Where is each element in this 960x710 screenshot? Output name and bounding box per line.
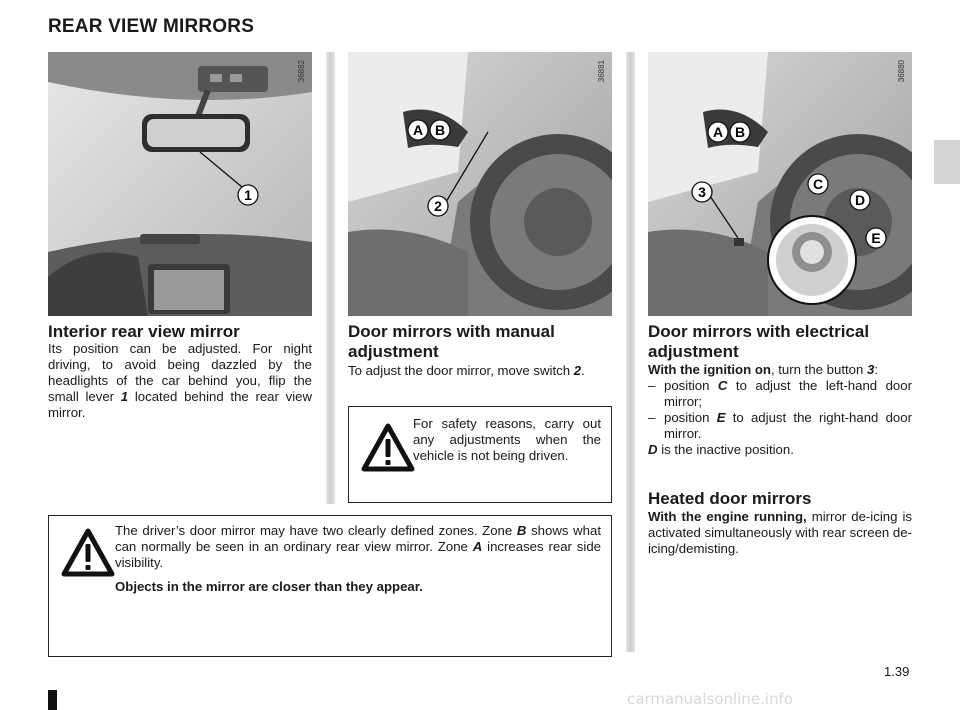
chapter-tab [934,140,960,184]
callout-label: 3 [698,184,706,200]
interior-mirror-text: Its position can be adjusted. For night driving, to avoid being dazzled by the headlights of the car behind you, flip the small lever 1 located behind the rear view mirror. [48,341,312,420]
callout-label: E [871,230,881,246]
crop-mark [48,690,57,710]
photo-reference: 36882 [297,60,306,83]
electrical-mirror-heading: Door mirrors with electrical adjustment [648,322,870,361]
heated-mirror-text: With the engine running, mirror de-icing is activated simultaneously with rear screen de-icing/demisting. [648,509,913,556]
list-item: – position E to adjust the right-hand door mirror. [648,410,912,441]
column-divider [326,52,335,504]
callout-label: B [434,122,446,138]
heated-mirror-heading: Heated door mirrors [648,489,812,508]
electrical-mirror-text: With the ignition on, turn the button 3: – position C to adjust the left-hand door mirror; – position E to adjust the right-hand door mirror. D is the inactive position. [648,362,912,457]
safety-warning-box [348,406,612,503]
manual-mirror-illustration [348,52,612,316]
page-title: REAR VIEW MIRRORS [48,16,255,37]
callout-label: C [812,176,824,192]
mirror-distance-notice: Objects in the mirror are closer than they appear. [115,579,423,594]
page-number: 1.39 [884,664,910,679]
electrical-mirror-photo [648,52,912,316]
interior-mirror-illustration [48,52,312,316]
column-divider [626,52,635,652]
callout-label: A [412,122,424,138]
interior-mirror-photo [48,52,312,316]
callout-label: A [712,124,724,140]
callout-label: 1 [244,187,252,203]
photo-reference: 36881 [597,60,606,83]
safety-warning-text: For safety reasons, carry out any adjustments when the vehicle is not being driven. [413,416,601,463]
photo-reference: 36880 [897,60,906,83]
warning-triangle-icon [361,423,415,473]
interior-mirror-heading: Interior rear view mirror [48,322,240,341]
callout-label: D [854,192,866,208]
mirror-zone-warning-box [48,515,612,657]
callout-label: B [734,124,746,140]
manual-mirror-heading: Door mirrors with manual adjustment [348,322,555,361]
mirror-zone-warning-text: The driver’s door mirror may have two clearly defined zones. Zone B shows what can normally be seen in an ordinary rear view mirror. Zone A increases rear side visibility. Objects in the mirror are closer than they appear. [115,523,601,594]
callout-label: 2 [434,198,442,214]
watermark: carmanualsonline.info [627,690,793,708]
warning-triangle-icon [61,528,115,578]
manual-mirror-photo [348,52,612,316]
electrical-mirror-illustration [648,52,912,316]
list-item: – position C to adjust the left-hand door mirror; [648,378,912,409]
manual-mirror-text: To adjust the door mirror, move switch 2. [348,363,585,378]
